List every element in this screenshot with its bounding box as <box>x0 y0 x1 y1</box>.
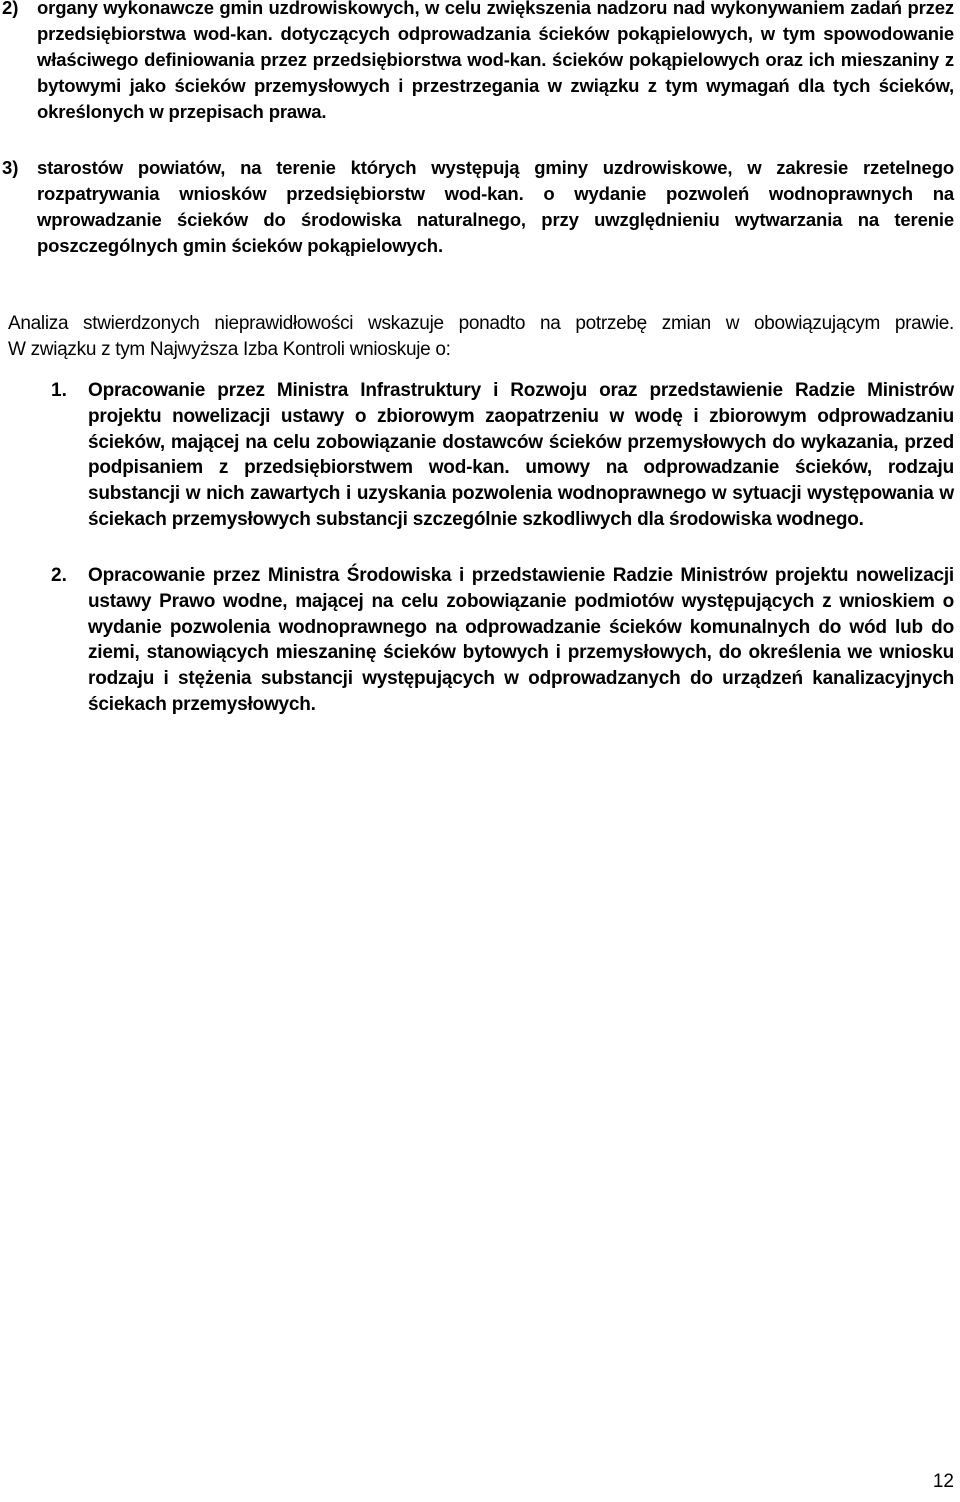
analysis-line-2: W związku z tym Najwyższa Izba Kontroli wnioskuje o: <box>8 339 451 360</box>
recommendation-number: 2. <box>51 565 67 586</box>
list-item-text: organy wykonawcze gmin uzdrowiskowych, w celu zwiększenia nadzoru nad wykonywaniem zadań przez przedsiębiorstwa wod-kan. dotyczących odprowadzania ścieków pokąpielowych, w tym spowodowanie właściwego definiowania przez przedsiębiorstwa wod-kan. ścieków pokąpielowych oraz ich mieszaniny z bytowymi jako ścieków przemysłowych i przestrzegania w związku z tym wymagań dla tych ścieków, określonych w przepisach prawa. <box>37 0 954 122</box>
analysis-paragraph <box>8 311 954 363</box>
list-item-2 <box>0 0 960 125</box>
recommendation-2 <box>0 563 960 718</box>
recommendation-1 <box>0 378 960 533</box>
list-item-text: starostów powiatów, na terenie których występują gminy uzdrowiskowe, w zakresie rzetelnego rozpatrywania wniosków przedsiębiorstw wod-kan. o wydanie pozwoleń wodnoprawnych na wprowadzanie ścieków do środowiska naturalnego, przy uwzględnieniu wytwarzania na terenie poszczególnych gmin ścieków pokąpielowych. <box>37 157 954 256</box>
list-item-number: 3) <box>2 157 19 178</box>
analysis-line-1: Analiza stwierdzonych nieprawidłowości wskazuje ponadto na potrzebę zmian w obowiązującym prawie. <box>8 313 954 334</box>
list-item-3 <box>0 155 960 259</box>
page-number: 12 <box>932 1471 954 1492</box>
recommendation-text: Opracowanie przez Ministra Środowiska i przedstawienie Radzie Ministrów projektu nowelizacji ustawy Prawo wodne, mającej na celu zobowiązanie podmiotów występujących z wnioskiem o wydanie pozwolenia wodnoprawnego na odprowadzanie ścieków komunalnych do wód lub do ziemi, stanowiących mieszaninę ścieków bytowych i przemysłowych, do określenia we wniosku rodzaju i stężenia substancji występujących w odprowadzanych do urządzeń kanalizacyjnych ściekach przemysłowych. <box>88 565 954 715</box>
list-item-number: 2) <box>2 0 19 18</box>
recommendation-number: 1. <box>51 380 67 401</box>
recommendation-text: Opracowanie przez Ministra Infrastruktury i Rozwoju oraz przedstawienie Radzie Ministrów projektu nowelizacji ustawy o zbiorowym zaopatrzeniu w wodę i zbiorowym odprowadzaniu ścieków, mającej na celu zobowiązanie dostawców ścieków przemysłowych do wykazania, przed podpisaniem z przedsiębiorstwem wod-kan. umowy na odprowadzanie ścieków, rodzaju substancji w nich zawartych i uzyskania pozwolenia wodnoprawnego w sytuacji występowania w ściekach przemysłowych substancji szczególnie szkodliwych dla środowiska wodnego. <box>88 380 954 530</box>
